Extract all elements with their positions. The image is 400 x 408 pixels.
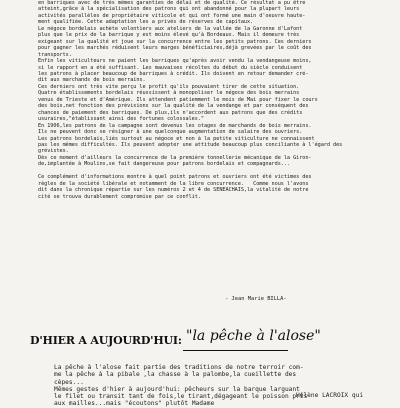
text-line: En 1906,les patrons de la campagne sont devenus les otages de marchands de bois merrains. (38, 122, 312, 129)
text-line: Dès ce moment d'ailleurs la concurrence de la première tonnellerie mécanique de la Giron- (38, 154, 312, 161)
author-signature: - Jean Marie BILLA- (225, 296, 287, 302)
text-line: pas les mêmes difficultés. Ils peuvent adopter une attitude beaucoup plus conciliante à l'égard des (38, 141, 343, 148)
section-headline: D'HIER A AUJOURD'HUI: (30, 334, 182, 347)
text-line: dit aux marchands de bois merrains. (38, 77, 146, 84)
text-line: les patrons à placer beaucoup de barriques à crédit. Ils doivent en retour demander cré- (38, 70, 309, 77)
text-line: Enfin les viticulteurs ne paient les barriques qu'après avoir vendu la vendangeuse moins, (38, 58, 312, 65)
text-line: de,implantée à Moulins,se fait dangereuse pour patrons bordelais et compagnards... (38, 161, 290, 168)
text-line: me la pêche à la pibale ,la chasse à la palombe,la cueillette des (54, 371, 297, 379)
text-line: le filet ou transit tant de fois,le tirant,dégageant le poisson pris (54, 393, 308, 401)
text-line: activités parallèles de propriétaire viticole et qui ont formé une main d'oeuvre haute- (38, 12, 306, 19)
text-line: si le rapport en a été suffisant. Les mauvaises récoltes du début du siècle conduisent (38, 64, 303, 71)
text-line: Ce complément d'informations montre à quel point patrons et ouvriers ont été victimes des (38, 174, 312, 181)
text-line: Quatre établissements bordelais réussissent à monopoliser le négoce des bois merrains (38, 90, 300, 97)
text-line: Ils ne peuvent donc se résigner à une quelconque augmentation de salaire des ouvriers. (38, 129, 303, 136)
text-line: usuraires,"établissant ainsi des fortunes colossales." (38, 116, 204, 123)
text-line: Les patrons bordelais,liés surtout au négoce et non à la petite viticulture ne connaissent (38, 135, 315, 142)
text-line: Ces derniers ont très vite perçu le profit qu'ils pouvaient tirer de cette situation. (38, 83, 300, 90)
text-line: règles de la société libérale et notamment de la libre concurrence. Comme nous l'avons (38, 180, 309, 187)
text-line: aux mailles...mais "écoutons" plutôt Madame (54, 400, 215, 408)
text-line: pour gagner les marchés réduisent leurs marges bénéficiaires,déjà grevées par le coût des (38, 45, 312, 52)
text-line: La pêche à l'alose fait partie des traditions de notre terroir com- (54, 364, 304, 371)
text-line: venus de Trieste et d'Amérique. Ils attendent patiemment le mois de Mai pour fixer le cours (38, 96, 318, 103)
text-line: en barriques avec de très mêmes garanties de délai et de qualité. Ce résultat a pu être (38, 0, 306, 6)
text-line: dit dans la chronique répartie sur les numéros 2 et 4 de SENEACHAIS,la vitalité de notre (38, 187, 309, 194)
text-line: Mêmes gestes d'hier à aujourd'hui: pêcheurs sur la barque larguant (54, 385, 300, 393)
text-line: des bois,net fonction des prévisions sur la qualité de la vendange et par conséquent des (38, 103, 309, 110)
text-line: cèpes... (54, 378, 84, 386)
text-line: Le négoce bordelais achète volontiers aux ateliers de la vallée de la Garonne d'Lafont (38, 25, 303, 32)
text-line: chances de paiement des barriques. De plus,ils n'accordent aux patrons que des crédits (38, 109, 303, 116)
text-line: ment qualifiée. Cette adaptation les a privés de réserves de capitaux. (38, 19, 254, 26)
text-line: plus que le prix de la barrique y est moins élevé qu'à Bordeaux. Mais il demeure très (38, 32, 300, 39)
text-line: cité se trouva durablement compromise par ce conflit. (38, 193, 201, 200)
text-line: exigeant sur la qualité et joue sur la concurrence entre les petits patrons. Ces derniers (38, 38, 312, 45)
text-line: grévistes. (38, 148, 69, 155)
section-headline-subject: "la pêche à l'alose" (186, 328, 321, 344)
lower-article-text (54, 364, 384, 408)
lower-article-name: Hélène LACROIX qui (296, 392, 364, 399)
text-line: transports. (38, 51, 72, 58)
text-line: atteint,grâce à la spécialisation des patrons qui ont abandonné pour la plupart leurs (38, 6, 300, 13)
headline-underline (183, 350, 288, 351)
article-body (38, 0, 380, 200)
